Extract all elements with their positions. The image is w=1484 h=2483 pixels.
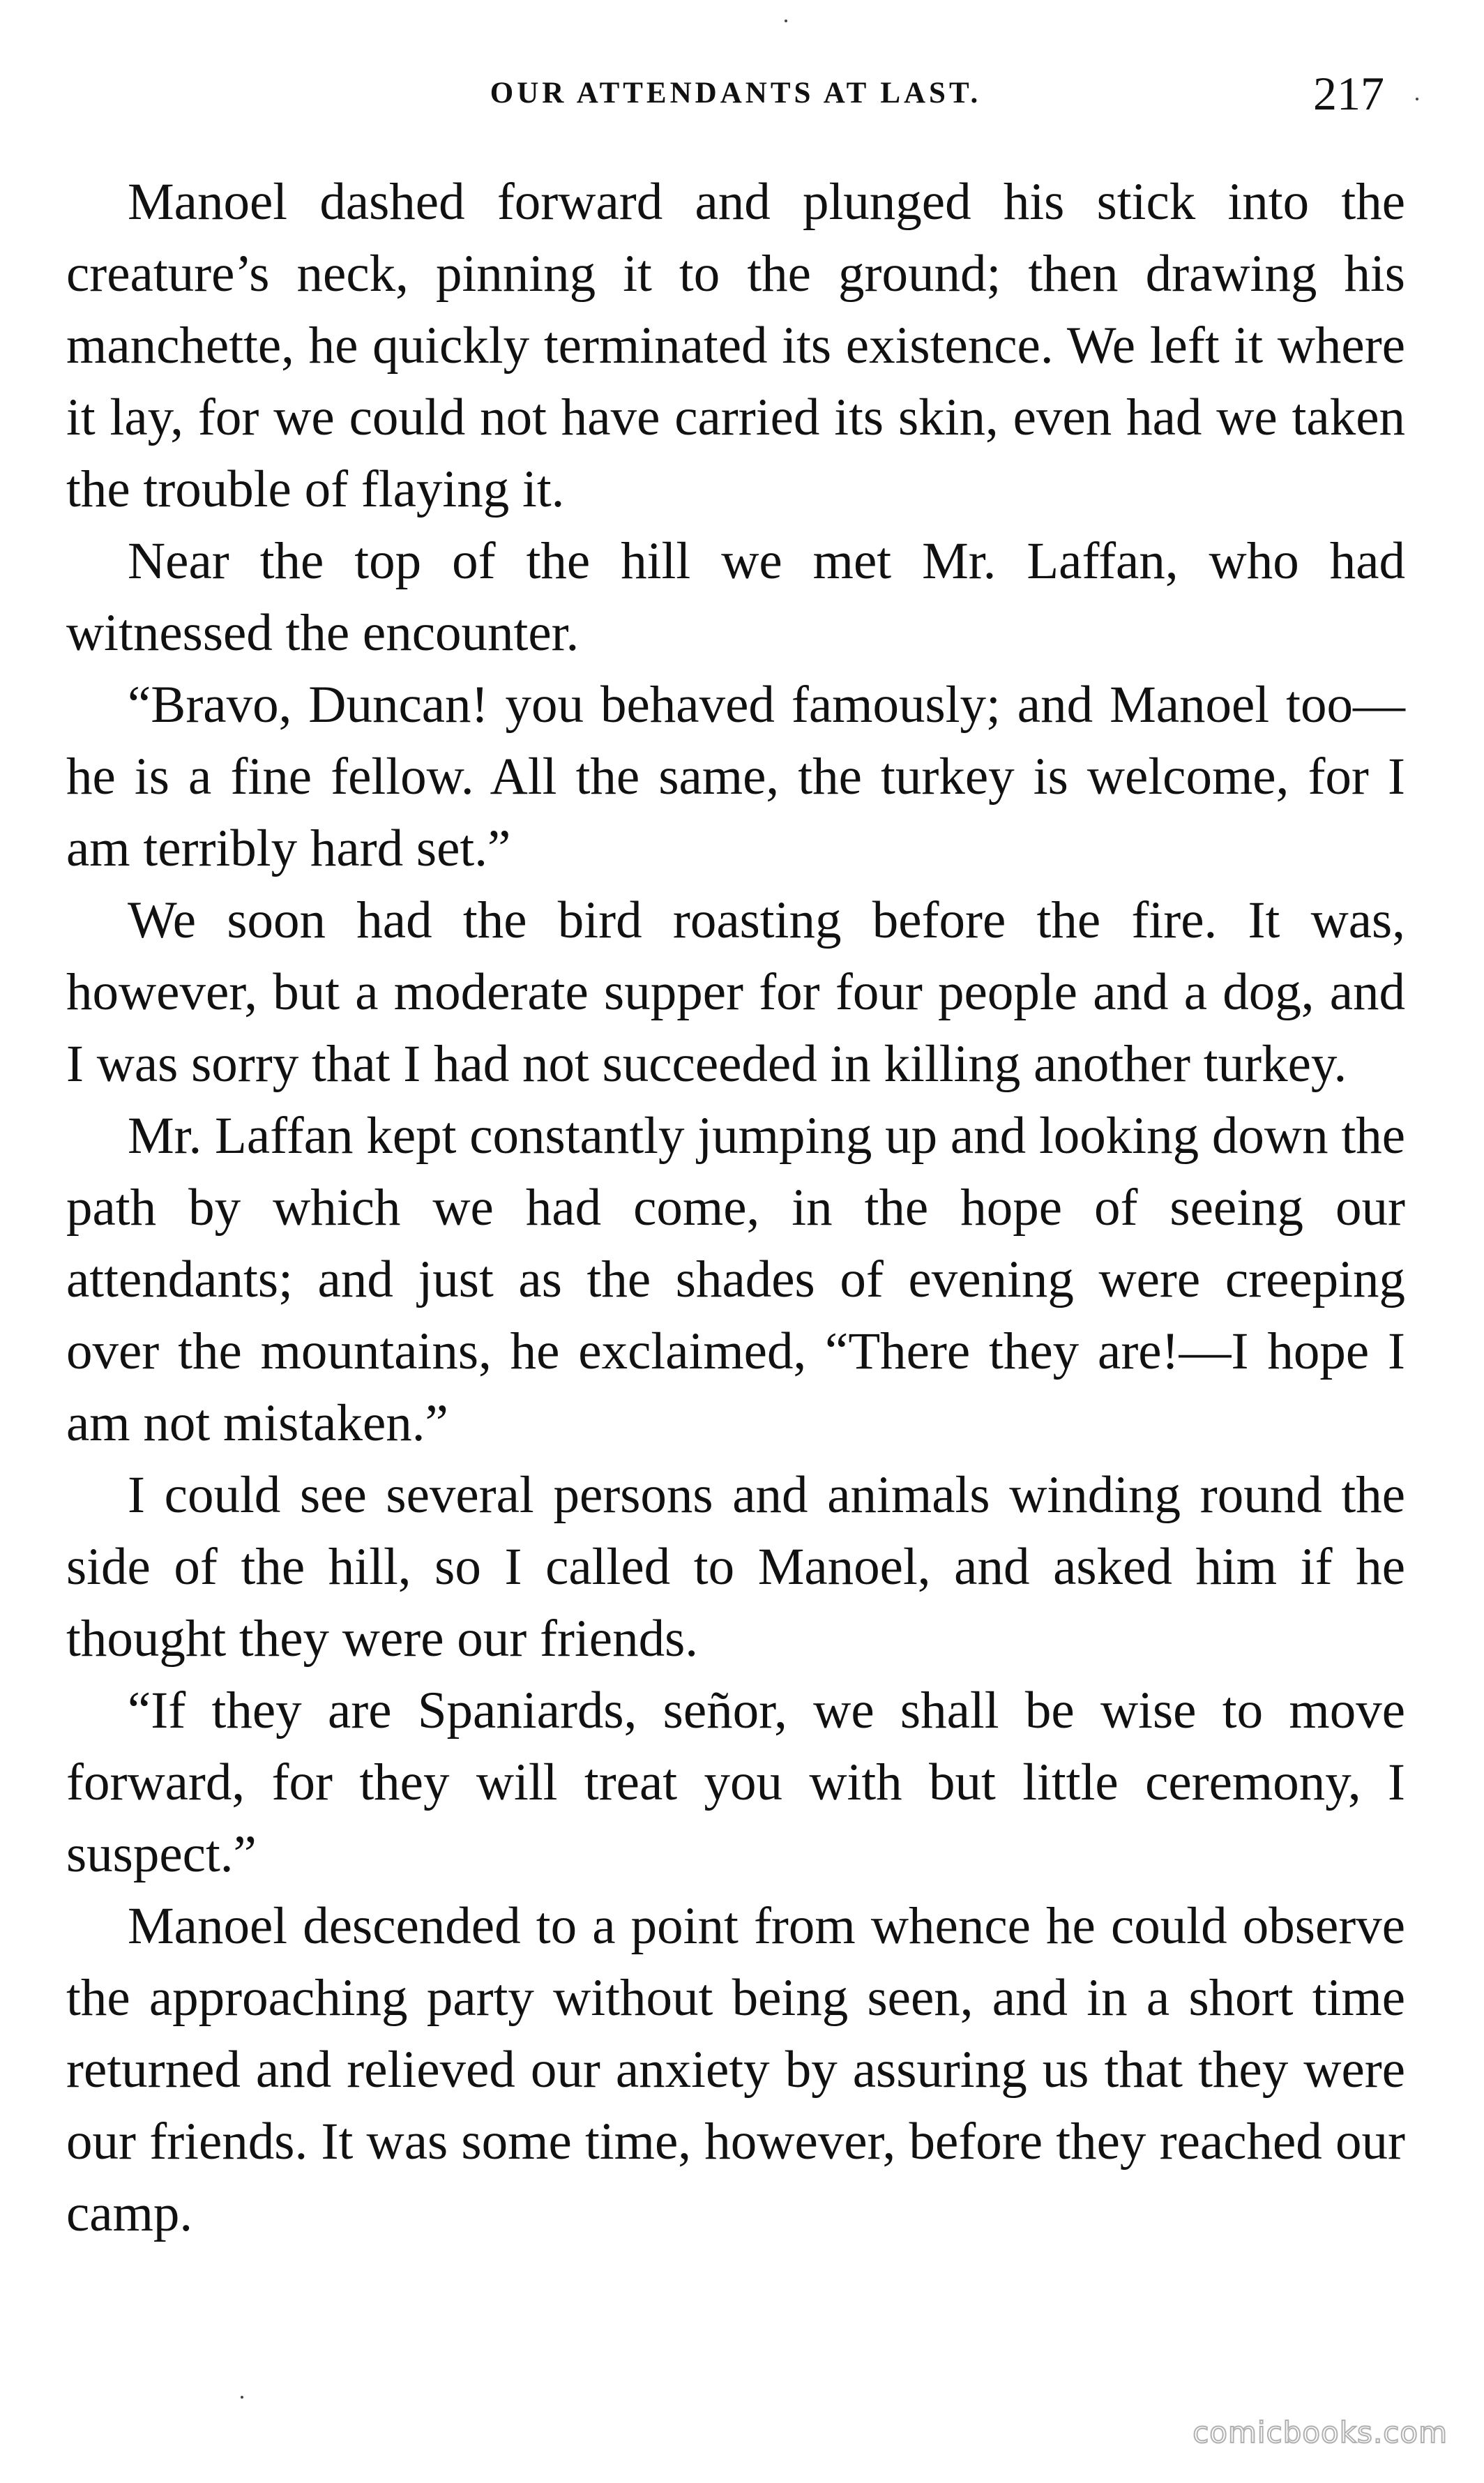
- page-speck: [785, 20, 787, 22]
- body-text: [66, 166, 1405, 2249]
- page-number: 217: [1313, 67, 1384, 120]
- paragraph: “Bravo, Duncan! you behaved famously; and Manoel too—he is a fine fellow. All the same, the turkey is welcome, for I am terribly hard set.”: [66, 676, 1405, 877]
- page-speck: [1416, 98, 1418, 100]
- paragraph: Manoel descended to a point from whence he could observe the approaching party without being seen, and in a short time returned and relieved our anxiety by assuring us that they were our friends. It was some time, however, before they reached our camp.: [66, 1897, 1405, 2242]
- paragraph: “If they are Spaniards, señor, we shall be wise to move forward, for they will treat you with but little ceremony, I suspect.”: [66, 1682, 1405, 1883]
- chapter-heading: OUR ATTENDANTS AT LAST.: [490, 77, 982, 110]
- page-speck: [241, 2396, 243, 2399]
- running-head: [66, 66, 1405, 136]
- paragraph: Near the top of the hill we met Mr. Laffan, who had witnessed the encounter.: [66, 532, 1405, 662]
- paragraph: Manoel dashed forward and plunged his stick into the creature’s neck, pinning it to the ground; then drawing his manchette, he quickly terminated its existence. We left it where it lay, for we could not have carried its skin, even had we taken the trouble of flaying it.: [66, 173, 1405, 518]
- paragraph: We soon had the bird roasting before the fire. It was, however, but a moderate supper for four people and a dog, and I was sorry that I had not succeeded in killing another turkey.: [66, 891, 1405, 1093]
- paragraph: I could see several persons and animals winding round the side of the hill, so I called to Manoel, and asked him if he thought they were our friends.: [66, 1466, 1405, 1668]
- watermark: comicbooks.com: [1192, 2415, 1448, 2450]
- paragraph: Mr. Laffan kept constantly jumping up and looking down the path by which we had come, in the hope of seeing our attendants; and just as the shades of evening were creeping over the mountains, he exclaimed, “There they are!—I hope I am not mistaken.”: [66, 1107, 1405, 1452]
